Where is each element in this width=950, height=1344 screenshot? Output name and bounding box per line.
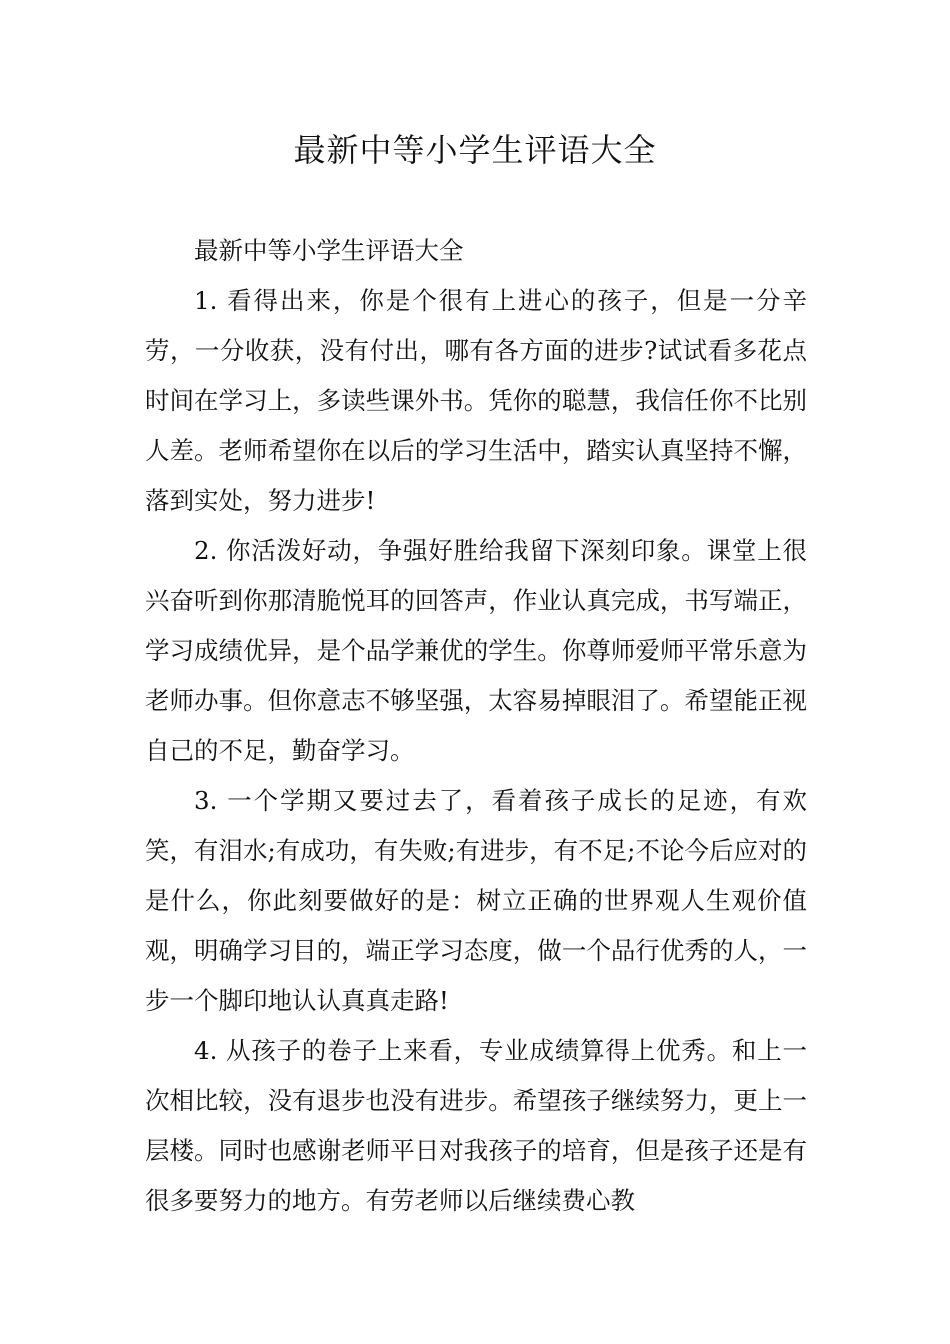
document-body [145, 226, 807, 1226]
subtitle-paragraph: 最新中等小学生评语大全 [194, 236, 464, 265]
document-title: 最新中等小学生评语大全 [293, 131, 657, 169]
comment-paragraph-4: 4. 从孩子的卷子上来看，专业成绩算得上优秀。和上一次相比较，没有退步也没有进步。希望孩子继续努力，更上一层楼。同时也感谢老师平日对我孩子的培育，但是孩子还是有很多要努力的地方。有劳老师以后继续费心教 [145, 1036, 807, 1215]
comment-paragraph-2: 2. 你活泼好动，争强好胜给我留下深刻印象。课堂上很兴奋听到你那清脆悦耳的回答声，作业认真完成，书写端正，学习成绩优异，是个品学兼优的学生。你尊师爱师平常乐意为老师办事。但你意志不够坚强，太容易掉眼泪了。希望能正视自己的不足，勤奋学习。 [145, 536, 807, 765]
comment-paragraph-3: 3. 一个学期又要过去了，看着孩子成长的足迹，有欢笑，有泪水;有成功，有失败;有进步，有不足;不论今后应对的是什么，你此刻要做好的是：树立正确的世界观人生观价值观，明确学习目的，端正学习态度，做一个品行优秀的人，一步一个脚印地认认真真走路! [145, 786, 807, 1015]
comment-paragraph-1: 1. 看得出来，你是个很有上进心的孩子，但是一分辛劳，一分收获，没有付出，哪有各方面的进步?试试看多花点时间在学习上，多读些课外书。凭你的聪慧，我信任你不比别人差。老师希望你在以后的学习生活中，踏实认真坚持不懈，落到实处，努力进步! [145, 286, 807, 515]
